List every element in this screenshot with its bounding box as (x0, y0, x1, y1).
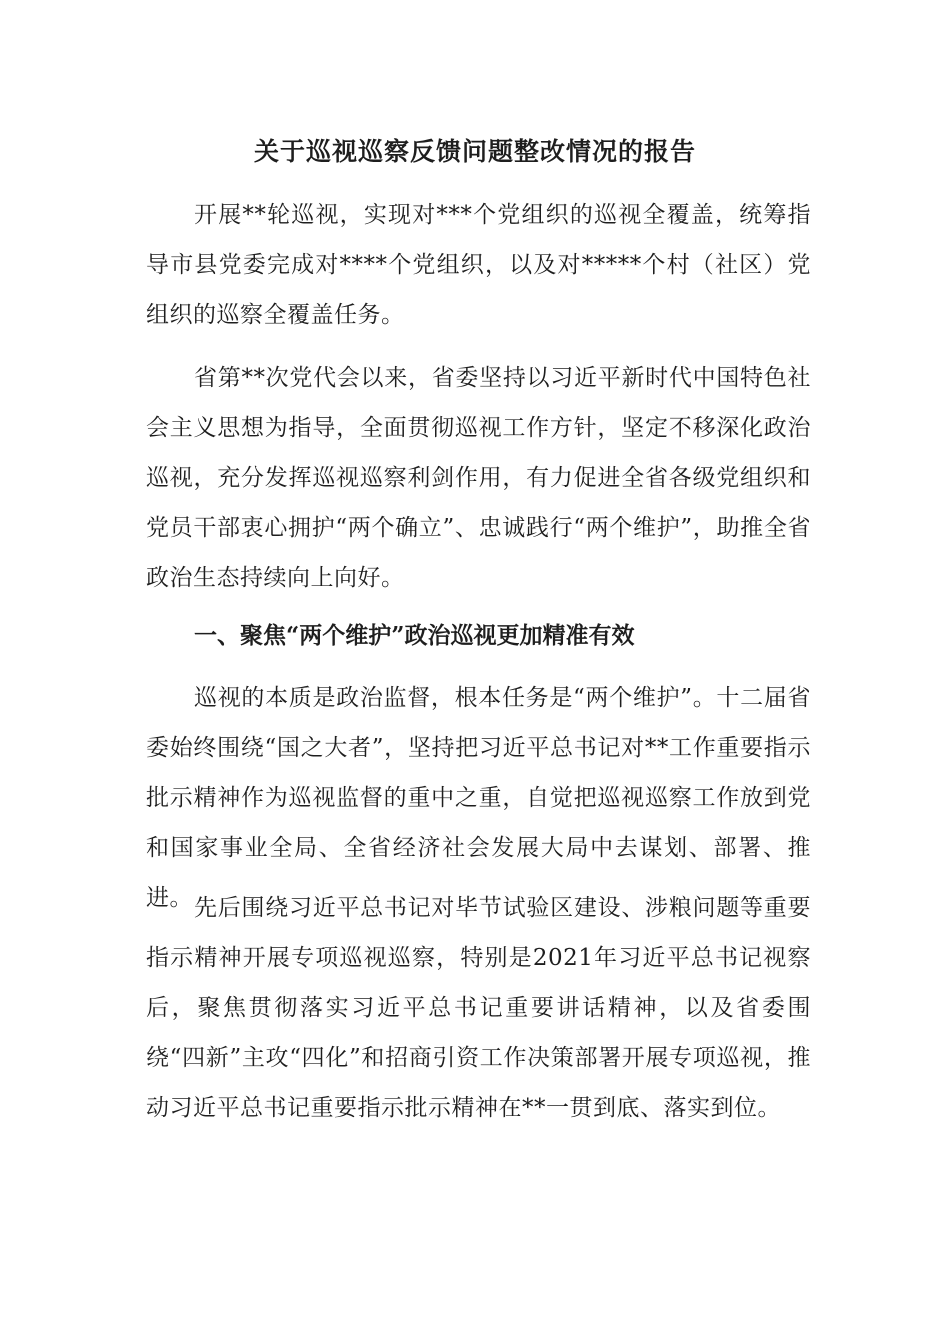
paragraph-special-inspections: 先后围绕习近平总书记对毕节试验区建设、涉粮问题等重要指示精神开展专项巡视巡察，特别是2021年习近平总书记视察后，聚焦贯彻落实习近平总书记重要讲话精神，以及省委围绕“四新”主攻“四化”和招商引资工作决策部署开展专项巡视，推动习近平总书记重要指示批示精神在**一贯到底、落实到位。 (146, 895, 811, 1121)
document-title: 关于巡视巡察反馈问题整改情况的报告 (253, 137, 696, 166)
paragraph-party-congress: 省第**次党代会以来，省委坚持以习近平新时代中国特色社会主义思想为指导，全面贯彻巡视工作方针，坚定不移深化政治巡视，充分发挥巡视巡察利剑作用，有力促进全省各级党组织和党员干部衷心拥护“两个确立”、忠诚践行“两个维护”，助推全省政治生态持续向上向好。 (146, 365, 811, 591)
paragraph-inspection-coverage: 开展**轮巡视，实现对***个党组织的巡视全覆盖，统筹指导市县党委完成对****个党组织，以及对*****个村（社区）党组织的巡察全覆盖任务。 (146, 202, 811, 328)
paragraph-political-supervision: 巡视的本质是政治监督，根本任务是“两个维护”。十二届省委始终围绕“国之大者”，坚持把习近平总书记对**工作重要指示批示精神作为巡视监督的重中之重，自觉把巡视巡察工作放到党和国家事业全局、全省经济社会发展大局中去谋划、部署、推进。 (146, 685, 811, 911)
section-heading: 一、聚焦“两个维护”政治巡视更加精准有效 (194, 622, 635, 649)
